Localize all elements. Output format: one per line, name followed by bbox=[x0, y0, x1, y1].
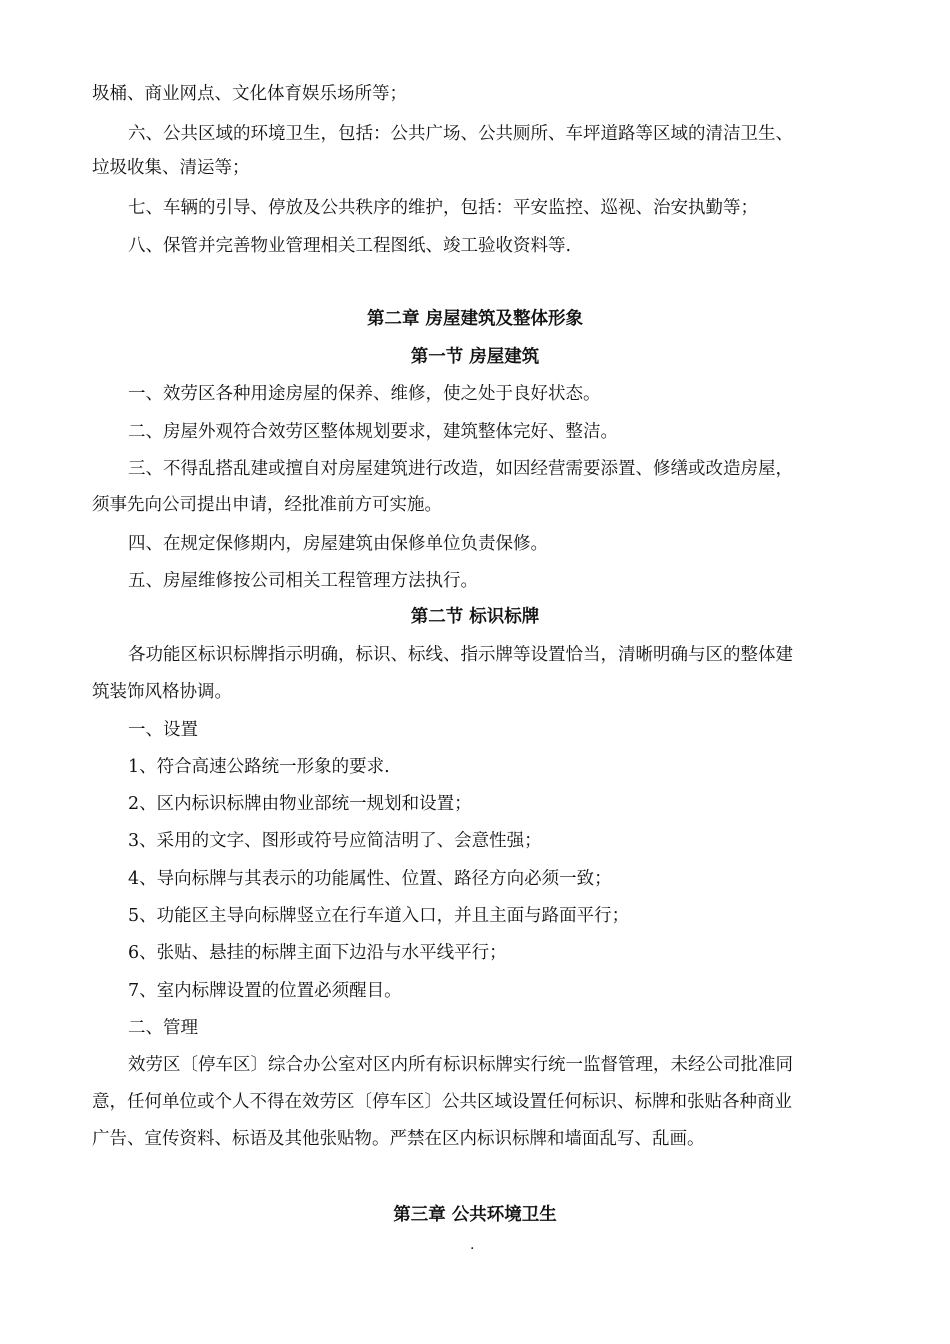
section-heading: 第二节 标识标牌 bbox=[410, 607, 540, 627]
paragraph-line: 七、车辆的引导、停放及公共秩序的维护，包括：平安监控、巡视、治安执勤等； bbox=[128, 198, 758, 218]
chapter-heading: 第三章 公共环境卫生 bbox=[393, 1205, 557, 1225]
chapter-heading: 第二章 房屋建筑及整体形象 bbox=[366, 309, 584, 329]
paragraph-line: 八、保管并完善物业管理相关工程图纸、竣工验收资料等. bbox=[128, 236, 572, 256]
paragraph-line: 效劳区〔停车区〕综合办公室对区内所有标识标牌实行统一监督管理，未经公司批准同 bbox=[128, 1055, 793, 1075]
list-item: 2、区内标识标牌由物业部统一规划和设置； bbox=[128, 794, 472, 814]
paragraph-line: 三、不得乱搭乱建或擅自对房屋建筑进行改造，如因经营需要添置、修缮或改造房屋， bbox=[128, 459, 793, 479]
page-footer-mark: . bbox=[470, 1237, 475, 1253]
list-item: 4、导向标牌与其表示的功能属性、位置、路径方向必须一致； bbox=[128, 869, 612, 889]
paragraph-line: 广告、宣传资料、标语及其他张贴物。严禁在区内标识标牌和墙面乱写、乱画。 bbox=[92, 1129, 705, 1149]
paragraph-line: 一、效劳区各种用途房屋的保养、维修，使之处于良好状态。 bbox=[128, 384, 601, 404]
list-item: 7、室内标牌设置的位置必须醒目。 bbox=[128, 981, 402, 1001]
paragraph-line: 垃圾收集、清运等； bbox=[92, 158, 250, 178]
paragraph-line: 须事先向公司提出申请，经批准前方可实施。 bbox=[92, 495, 442, 515]
paragraph-line: 二、房屋外观符合效劳区整体规划要求，建筑整体完好、整洁。 bbox=[128, 422, 618, 442]
paragraph-line: 筑装饰风格协调。 bbox=[92, 682, 232, 702]
list-item: 1、符合高速公路统一形象的要求. bbox=[128, 757, 390, 777]
paragraph-line: 四、在规定保修期内，房屋建筑由保修单位负责保修。 bbox=[128, 534, 548, 554]
list-item: 6、张贴、悬挂的标牌主面下边沿与水平线平行； bbox=[128, 943, 507, 963]
list-item: 3、采用的文字、图形或符号应简洁明了、会意性强； bbox=[128, 831, 542, 851]
paragraph-line: 二、管理 bbox=[128, 1018, 198, 1038]
list-item: 5、功能区主导向标牌竖立在行车道入口，并且主面与路面平行； bbox=[128, 906, 630, 926]
section-heading: 第一节 房屋建筑 bbox=[410, 347, 540, 367]
paragraph-line: 各功能区标识标牌指示明确，标识、标线、指示牌等设置恰当，清晰明确与区的整体建 bbox=[128, 645, 793, 665]
paragraph-line: 意，任何单位或个人不得在效劳区〔停车区〕公共区域设置任何标识、标牌和张贴各种商业 bbox=[92, 1092, 792, 1112]
paragraph-line: 圾桶、商业网点、文化体育娱乐场所等； bbox=[92, 84, 407, 104]
paragraph-line: 六、公共区域的环境卫生，包括：公共广场、公共厕所、车坪道路等区域的清洁卫生、 bbox=[128, 124, 793, 144]
paragraph-line: 五、房屋维修按公司相关工程管理方法执行。 bbox=[128, 571, 478, 591]
paragraph-line: 一、设置 bbox=[128, 720, 198, 740]
